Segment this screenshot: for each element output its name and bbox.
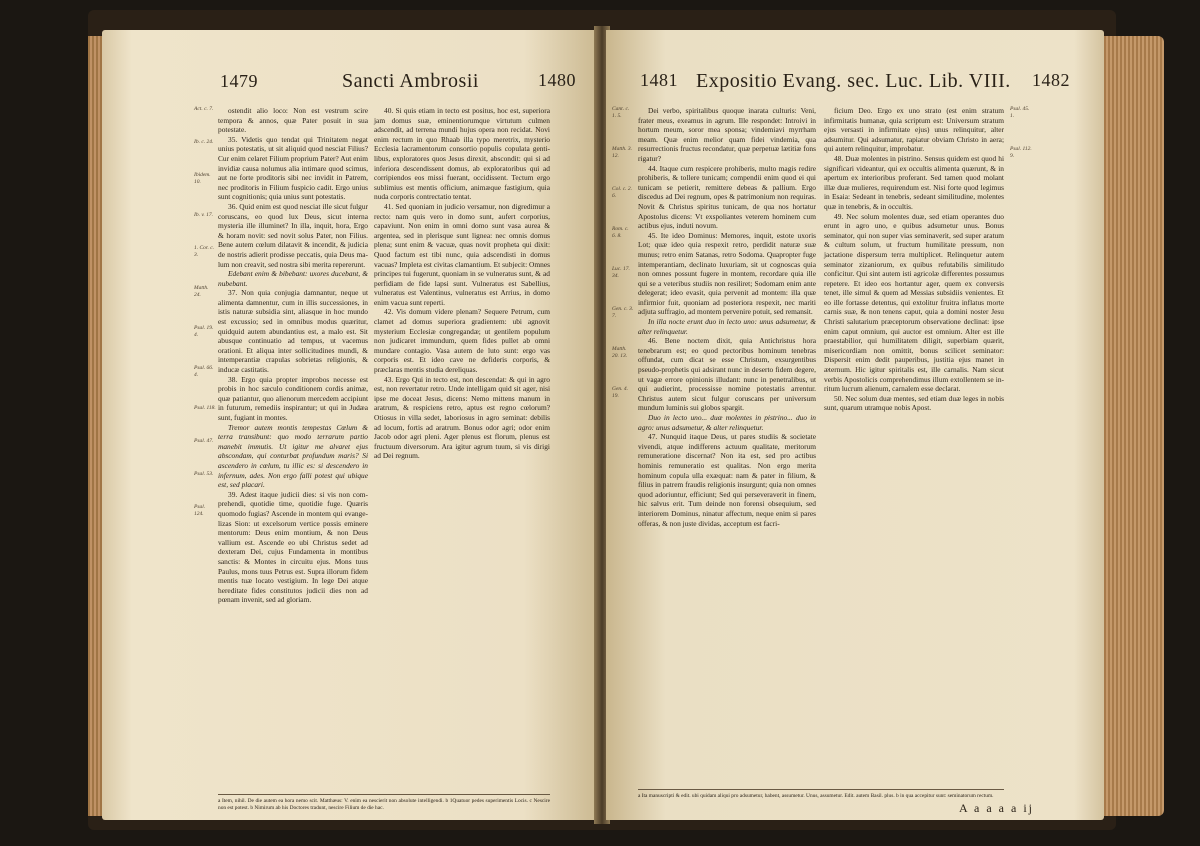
folio-number: 1481 [640,70,678,90]
margin-note: Ibidem. 10. [194,172,211,185]
right-page [606,30,1104,820]
paragraph: 36. Quid enim est quod nesciat ille sicut fulgur coruscans, eo quod lux Deus, sicut interna mysteria ille illuminet? In illa, inquit, hora, Ergo & horam novit: sed novit solus Pater, non Filius. Bene autem cœlum dilatavit & incendit, & judicia de nostris adierit prodisse peccatis, quia Deus malum non creavit, sed nostra sibi merita repererunt. [218,201,368,269]
right-column-2 [824,106,1004,413]
left-footnotes: a Item, nihil. De die autem ea hora nemo scit. Matthæus: V. enim ea nescierit non absolute intelligendi. b 1Quatuor pedes superimentis Locis. c Nescire non est potest. b Nimirum ab his Doctores tradunt, nescire Filium de die hac. [218,794,550,812]
margin-note: 1. Cor. c. 3. [194,245,215,258]
paragraph: 40. Si quis etiam in tecto est positus, hoc est, superiora jam domus suæ, eminentiorumque virtutum culmen adscendit, ad terrena mundi hujus opera non recidat. Novi enim rectum in quo Rhaab illa typo meretrix, mysterio Ecclesia lacramentorum consortio populis copulata gentilibus, exploratores quos Jesus direxit, abscondit: qui si ad inferiora descendissent domus, ab exploratoribus qui ad corripiendos eos missi fuerant, occidissent. Tectum ergo sublimius est mentis officium, animæque fastigium, quia nuda corporis contrectatio tentat. [374,106,550,202]
left-running-head [220,70,258,93]
paragraph: 45. Ite ideo Dominus: Memores, inquit, estote uxoris Lot; quæ ideo quia respexit retro, perdidit naturæ suæ munus; retro enim Satanas, retro Sodoma. Quapropter fuge intemperantiam, declinato luxuriam, sit ut cognoscas quia non omnes possunt fugere in montem, recordare quia ille qui se a veteribus studiis non resiliret; Sodomam enim ante delegerat; ideo evasit, quia pervenit ad montem: illa quæ infirmior fuit, quoniam ad posteriora respexit, nec mariti adjuta suffragio, ad montem pervenire potuit, sed remansit. [638,230,816,317]
paragraph: 39. Adest itaque judicii dies: si vis non comprehendi, quotidie time, quotidie fuge. Quæris quomodo fugias? Ascende in montem qui evangelizas Sion: ut excelsorum vertice possis eminere mentorum: Deus enim montium, & non Deus vallium est. Ascende eo ubi Christus sedet ad dexteram Dei, cujus Fundamenta in montibus sanctis: & Montes in circuitu ejus. Mons tuus Paulus, mons tuus Petrus est. Supra illorum fidem mentis tuæ locato vestigium. In lege Dei atque hereditate fides constitutos judicii dies non ad pœnam invenit, sed ad gloriam. [218,489,368,605]
lemma: Tremor autem montis tempestas Cœlum & terra transibunt: quo modo terrarum partio manebit immutis. Ut igitur me alvaret ejus abscondam, qui conturbat profundum maris? Si ascendero in cœlum, tu illic es: si descendero in infernum, ades. Non ergo falli potest qui ubique est, sed placari. [218,422,368,490]
margin-note: Psal. 66. 4. [194,365,214,378]
left-title: Sancti Ambrosii [342,70,479,92]
margin-note: Gen. 4. 19. [612,386,629,399]
margin-note: Act. c. 7. [194,106,214,112]
margin-note: Rom. c. 6. 8. [612,226,629,239]
paragraph: Dei verbo, spiritalibus quoque inarata culturis: Veni, frater meus, exeamus in agrum. Ille respondet: Introivi in hortum meum, soror mea sponsa; vindemiavi myrrham meam. Quæ enim melior quam fidei vindemia, qua resurrectionis fructus recondatur, quæ perpetuæ lætitiæ fons rigatur? [638,106,816,163]
right-column-1 [638,106,816,528]
lemma: Edebant enim & bibebant: uxores ducebant, & nubebant. [218,269,368,288]
right-title: Expositio Evang. sec. Luc. Lib. VIII. [696,70,1011,92]
paragraph: 43. Ergo Qui in tecto est, non descendat: & qui in agro est, non revertatur retro. Unde intelligam quid sit ager, nisi ipse me doceat Jesus, dicens: Nemo mittens manum in aratrum, & respiciens retro, aptus est regno cœlorum? Otiosus in villa sedet, laboriosus in agro seminat: debilis ad locum, fortis ad aratrum. Bonus odor agri; odor enim Jacob odor agri pleni. Ager plenus est florum, plenus est fructuum diversorum. Ara igitur agrum tuum, si vis dirigi ad Dei regnum. [374,374,550,461]
paragraph: 49. Nec solum molentes duæ, sed etiam operantes duo erunt in agro uno, e quibus adsumetur unus. Bonus seminator, qui non super vias seminaverit, sed super aratum & cultum solum, ut fructum humilitate pressum, non jactatione dispersum terra multiplicet. Relinquetur autem seminator zizaniorum, ex quibus refutabilis similitudo conficitur. Qui sint autem isti agricolæ differentes possumus repetere. Et ideo eos hortantur ager, quem ex conversis tenet, ille simul & quem ad Messias subsidiis venientes. Et eo ille fortasse detentus, qui extolitur fruitra inflatus morte carnis suæ, & non tenens caput, quia a domini noster Jesu Christi salutarium præceptorum observatione declinat: ipse enim caput omnium, qui auctor est omnium. Alter est ille praestabilior, qui humilitatem diligit, superbiam quærit, misericordiam non omittit, bonus scilicet seminator: Dispersit enim dedit pauperibus, justitia ejus manet in æternum. Hic igitur spiritalis est, ille carnalis. Nam sicut verbis Apostolicis comprehendimus illum extollentem se inritum lucrum alienum, carnalem esse declarat. [824,211,1004,394]
margin-note: Ib. v. 17. [194,212,213,218]
margin-note: Matth. 20. 13. [612,346,628,359]
margin-note: Luc. 17. 34. [612,266,630,279]
right-page-edges [1104,36,1164,816]
margin-note: Ib. c. 24. [194,139,214,145]
folio-number: 1482 [1032,70,1070,90]
lemma: Duo in lecto uno... duæ molentes in pistrino... duo in agro: unus adsumetur, & alter relinquetur. [638,413,816,432]
signature-mark: A a a a a ij [959,801,1034,815]
paragraph: 47. Nunquid itaque Deus, ut pares studiis & societate vivendi, atque indifferens actuum qualitate, meritorum remuneratione discernat? Non ita est, sed pro actibus hominis remuneratio est qualitas. Non ergo merita hominum copula ulla exæquat: nam & pater in filium, & filius in patrem fraudis religionis insurgunt; quia non omnes quod adoriuntur, efficiunt; Sed qui perseveraverit in finem, hic salvus erit. Tum deinde non forensi obsequium, sed interiorem Dominus, ninatur affectum, neque enim si pares offeras, & non juste dividas, acceptum est facri- [638,432,816,528]
paragraph: 46. Bene noctem dixit, quia Antichristus hora tenebrarum est; eo quod pectoribus hominum tenebras offundat, cum dicat se esse Christum, exsurgentibus pseudo-prophetis qui adsirant nunc in deserto fidem degere, ut vagæ errore opinionis illudant: nunc in penetralibus, ut qui audierint, processisse nomine potestatis arrentur. Christus autem sicut fulgur coruscans per universum mundum luminis sui globos spargit. [638,336,816,413]
margin-note: Psal. 124. [194,504,206,517]
paragraph: 35. Videtis quo tendat qui Trinitatem negat unius potestatis, ut sit aliquid quod nesciat Filius? Cur enim celaret Filium proprium Pater? Aut enim invidiæ causa nolumus alia intimare quod scimus, aut ne forte proditoris sibi nec invidit in Patrem, nec proditoris in Filium fuspicio cadit. Ergo unius sunt cognitionis; quia unius sunt potestatis. [218,134,368,202]
paragraph: 50. Nec solum duæ mentes, sed etiam duæ leges in nobis sunt, quarum utramque nobis Apost. [824,393,1004,413]
margin-note: Col. c. 2. 6. [612,186,633,199]
margin-note: Psal. 45. 1. [1010,106,1030,119]
left-column-2 [374,106,550,461]
folio-number: 1480 [538,70,576,90]
margin-note: Matth. 24. [194,285,209,298]
paragraph: 41. Sed quoniam in judicio versamur, non digredimur a recto: nam quis vero in domo sunt, aufert corporius, capaviunt. Non enim in omni domo sunt vasa aurea & argentea, sed in plerisque sunt lignea: nec omnis domus plena; sunt enim & vacuæ, quas novit propheta qui dixit: Quod factum est tibi nunc, quia adscendisti in domus vacuas? Impleta est civitas clamantium. Et subjecit: Omnes principes tui fugerunt, quoniam in se vulneratus sunt, & ad perfidiam de fide lapsi sunt. Vulneratus est Sabellius, vulneratus est Valentinus, vulneratus est Arrius, in domo enim vacua sunt reperti. [374,201,550,307]
margin-note: Psal. 47. [194,438,214,444]
paragraph: 38. Ergo quia propter improbos necesse est probis in hoc sæculo conditionem cordis animæ, quæ patiantur, quo alienorum mercedem accipiunt in futurum, remediis inspirantur; ut qui in Judæa sunt, fugiant in montes. [218,374,368,422]
paragraph: 44. Itaque cum respicere prohiberis, multo magis redire prohiberis, & tollere tunicam; compendii enim quod ei qui tunicam se petierit, remittere debeas & pallium. Ergo discedus ad Dei regnum, opes & patrimonium non requiras. Novit & Christus spiritus tunicam, de qua nos hortatur Apostolus dicens: Vt exspoliantes veterem hominem cum actibus ejus, induti novum. [638,163,816,231]
left-column-1 [218,106,368,605]
open-book [88,10,1116,830]
left-margin-notes [194,106,216,544]
paragraph: ostendit alio loco: Non est vestrum scire tempora & annos, quæ Pater posuit in sua potestate. [218,106,368,135]
margin-note: Matth. 3. 12. [612,146,633,159]
right-footnotes: a Ita manuscripti & edit. ubi quidam aliqui pro adsumetur, habent, assumetur. Unus, assumetur. Edit. autem Basil. plus. b in qua accepitur sunt: seminatorum rectum. [638,789,1004,800]
margin-note: Psal. 53. [194,471,214,477]
margin-note: Gen. c. 3. 7. [612,306,634,319]
folio-number: 1479 [220,71,258,91]
lemma: In illa nocte erunt duo in lecto uno: unus adsumetur, & alter relinquetur. [638,317,816,336]
right-outer-margin-notes [1010,106,1032,186]
paragraph: 37. Non quia conjugia damnantur, neque ut alimenta damnentur, cum in illis successiones, in istis naturæ subsidia sint, aliasque in hoc mundo est excussio; sed in omnibus modus quæritur, quidquid autem abundantius est, a malo est. Sit abusque continuatio ad tempus, ut vacemus orationi. Et aliqua inter sollicitudines mundi, & intemperantiæ crapulas sobrietas religionis, & inducæ castitatis. [218,288,368,375]
paragraph: 48. Duæ molentes in pistrino. Sensus quidem est quod hi significari videantur, qui ex occultis alimenta quærunt, & in apertum ex interioribus proferant. Sed tamen quod molant illæ duæ mulieres, requirendum est. Nisi forte quod legimus in Esaia: Sedeant in tenebris, sedeant similitudine, molentes quæ in tenebris, & in occultis. [824,153,1004,211]
right-inner-margin-notes [612,106,634,426]
margin-note: Psal. 118. [194,405,216,411]
margin-note: Psal. 112. 9. [1010,146,1032,159]
margin-note: Cant. c. 1. 5. [612,106,630,119]
paragraph: ficium Deo. Ergo ex uno strato (est enim stratum infirmitatis humanæ, quia scriptum est: Universum stratum ejus versasti in infirmitate ejus) unus relinquitur, alter adsumitur. Qui adsumatur, rapiatur obviam Christo in aera; qui autem relinquitur, improbatur. [824,106,1004,154]
left-page [102,30,598,820]
paragraph: 42. Vis domum videre plenam? Sequere Petrum, cum clamet ad domus superiora gradientem: ubi agnovit mysterium Ecclesiæ congregandæ; ut gentilem populum non judicaret immundum, quem fides pullet ab omni mundare contagio. Vasa autem de luto sunt: ergo vas corporis est. Et ideo cave ne defideris corporis, & præclaras mentis studia dereliquas. [374,307,550,375]
margin-note: Psal. 19. 4. [194,325,214,338]
left-page-edges [88,36,102,816]
